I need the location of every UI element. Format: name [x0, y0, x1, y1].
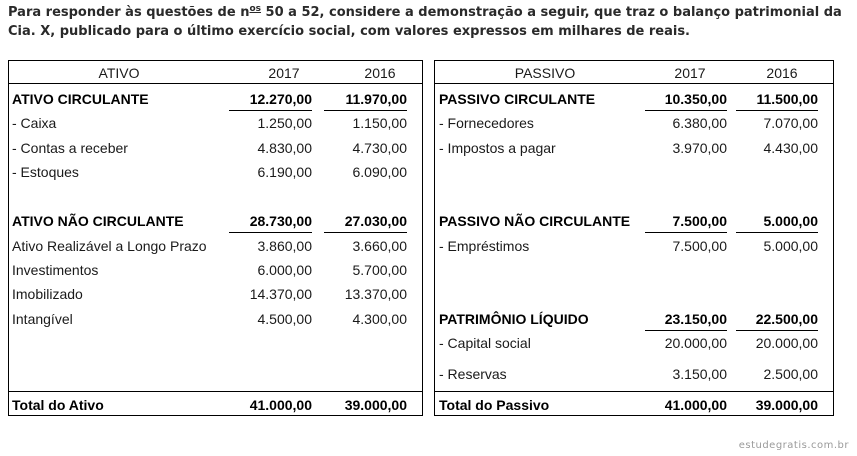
caixa-label: - Caixa: [12, 115, 57, 131]
impostos-2017: 3.970,00: [672, 140, 727, 156]
impostos-label: - Impostos a pagar: [439, 140, 556, 156]
underline: [645, 110, 727, 111]
total-ativo-2016: 39.000,00: [344, 397, 407, 413]
reservas-label: - Reservas: [439, 366, 507, 382]
patrimonio-liquido-2016: 22.500,00: [755, 311, 818, 327]
total-passivo-2016: 39.000,00: [755, 397, 818, 413]
underline: [736, 232, 818, 233]
underline: [324, 232, 407, 233]
realizavel-2016: 3.660,00: [352, 238, 407, 254]
ativo-circulante-2017: 12.270,00: [249, 91, 312, 107]
contas-receber-label: - Contas a receber: [12, 140, 128, 156]
imobilizado-2017: 14.370,00: [249, 286, 312, 302]
passivo-nao-circulante-label: PASSIVO NÃO CIRCULANTE: [439, 213, 631, 229]
underline: [645, 330, 727, 331]
impostos-2016: 4.430,00: [763, 140, 818, 156]
ativo-header-label: ATIVO: [98, 65, 140, 81]
ativo-circulante-2016: 11.970,00: [345, 91, 407, 107]
total-divider: [435, 391, 833, 392]
reservas-2016: 2.500,00: [763, 366, 818, 382]
capital-social-label: - Capital social: [439, 335, 531, 351]
caixa-2017: 1.250,00: [257, 115, 312, 131]
estoques-2017: 6.190,00: [257, 164, 312, 180]
fornecedores-2017: 6.380,00: [672, 115, 727, 131]
investimentos-2016: 5.700,00: [352, 262, 407, 278]
contas-receber-2016: 4.730,00: [352, 140, 407, 156]
underline: [736, 330, 818, 331]
realizavel-label: Ativo Realizável a Longo Prazo: [12, 238, 207, 254]
passivo-table: [434, 60, 834, 416]
realizavel-2017: 3.860,00: [257, 238, 312, 254]
imobilizado-2016: 13.370,00: [344, 286, 407, 302]
underline: [736, 110, 818, 111]
capital-social-2017: 20.000,00: [664, 335, 727, 351]
ativo-nao-circulante-2016: 27.030,00: [344, 213, 407, 229]
underline: [324, 110, 407, 111]
intangivel-2016: 4.300,00: [352, 311, 407, 327]
header-divider: [435, 83, 833, 84]
passivo-header-2017: 2017: [674, 65, 706, 81]
intro-line-2: Cia. X, publicado para o último exercício social, com valores expressos em milhares de reais.: [8, 24, 690, 39]
underline: [645, 232, 727, 233]
underline: [229, 232, 312, 233]
passivo-circulante-2016: 11.500,00: [756, 91, 818, 107]
ativo-circulante-label: ATIVO CIRCULANTE: [12, 91, 149, 107]
underline: [229, 110, 312, 111]
passivo-header-label: PASSIVO: [514, 65, 576, 81]
ativo-table: [8, 60, 423, 416]
capital-social-2016: 20.000,00: [755, 335, 818, 351]
emprestimos-label: - Empréstimos: [439, 238, 530, 254]
header-divider: [9, 83, 422, 84]
investimentos-2017: 6.000,00: [257, 262, 312, 278]
balance-sheet: [8, 60, 834, 416]
total-passivo-2017: 41.000,00: [664, 397, 727, 413]
estoques-2016: 6.090,00: [352, 164, 407, 180]
patrimonio-liquido-2017: 23.150,00: [664, 311, 727, 327]
patrimonio-liquido-label: PATRIMÔNIO LÍQUIDO: [439, 311, 589, 327]
ativo-nao-circulante-2017: 28.730,00: [249, 213, 312, 229]
fornecedores-2016: 7.070,00: [763, 115, 818, 131]
passivo-nao-circulante-2016: 5.000,00: [763, 213, 818, 229]
contas-receber-2017: 4.830,00: [257, 140, 312, 156]
question-intro: [8, 4, 848, 41]
ativo-header-2017: 2017: [268, 65, 300, 81]
ativo-header-2016: 2016: [364, 65, 396, 81]
total-divider: [9, 391, 422, 392]
imobilizado-label: Imobilizado: [12, 286, 83, 302]
intro-line-1: Para responder às questões de $n^{os}$ 50 a 52, considere a demonstração a seguir, que traz o balanço patrimonial da: [8, 4, 842, 20]
emprestimos-2017: 7.500,00: [672, 238, 727, 254]
passivo-circulante-2017: 10.350,00: [664, 91, 727, 107]
passivo-nao-circulante-2017: 7.500,00: [672, 213, 727, 229]
investimentos-label: Investimentos: [12, 262, 99, 278]
total-ativo-2017: 41.000,00: [249, 397, 312, 413]
total-ativo-label: Total do Ativo: [12, 397, 104, 413]
estoques-label: - Estoques: [12, 164, 79, 180]
fornecedores-label: - Fornecedores: [439, 115, 534, 131]
reservas-2017: 3.150,00: [672, 366, 727, 382]
intangivel-label: Intangível: [12, 311, 73, 327]
passivo-circulante-label: PASSIVO CIRCULANTE: [439, 91, 596, 107]
caixa-2016: 1.150,00: [352, 115, 407, 131]
emprestimos-2016: 5.000,00: [763, 238, 818, 254]
intangivel-2017: 4.500,00: [257, 311, 312, 327]
ativo-nao-circulante-label: ATIVO NÃO CIRCULANTE: [12, 213, 184, 229]
total-passivo-label: Total do Passivo: [439, 397, 550, 413]
passivo-header-2016: 2016: [766, 65, 798, 81]
watermark: estudegratis.com.br: [738, 440, 849, 451]
